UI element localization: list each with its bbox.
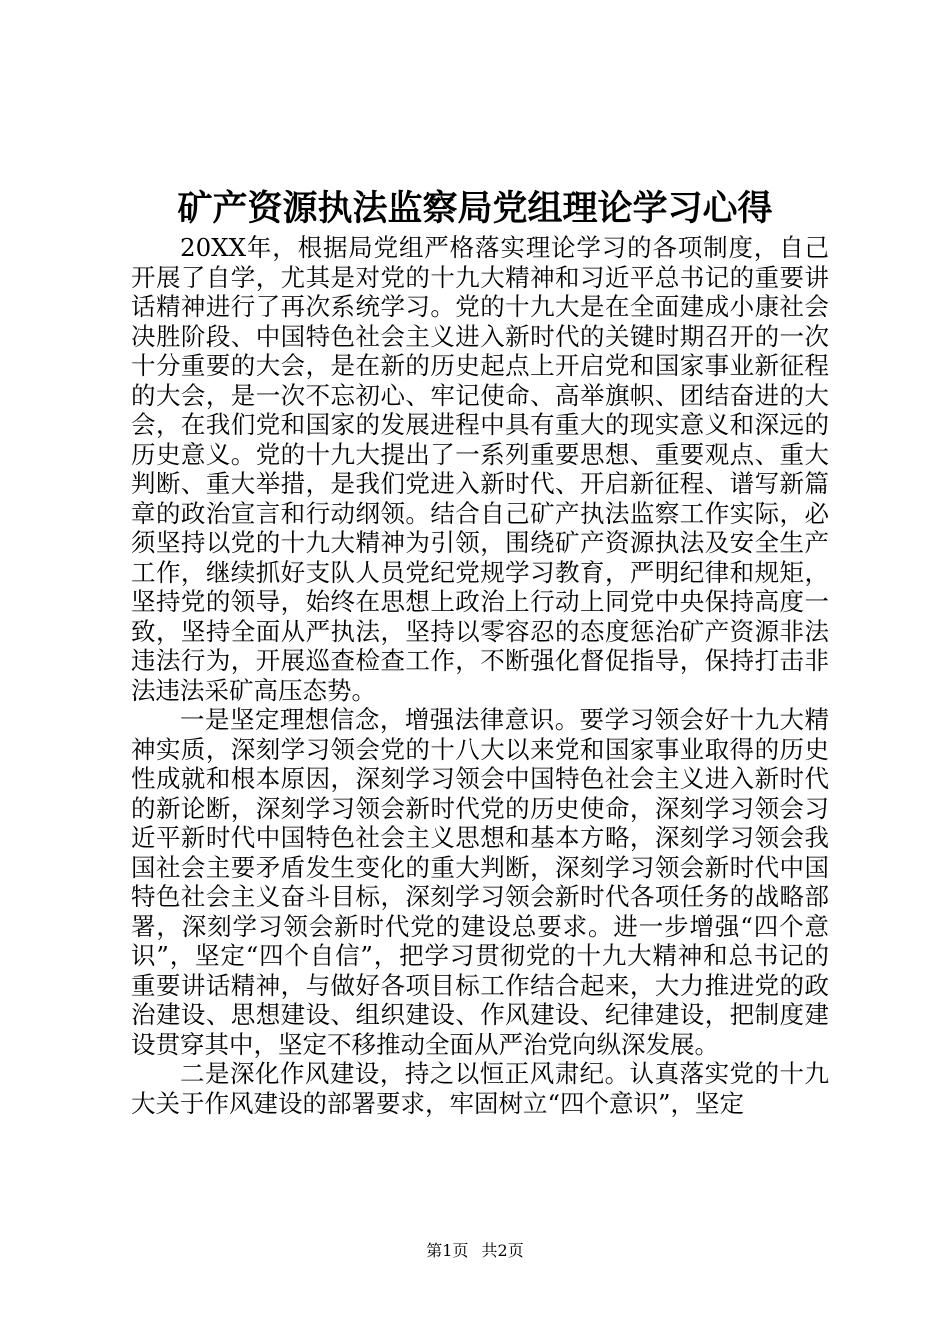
paragraph-point-one: 一是坚定理想信念，增强法律意识。要学习领会好十九大精神实质，深刻学习领会党的十八大以来党和国家事业取得的历史性成就和根本原因，深刻学习领会中国特色社会主义进入新时代的新论断，深刻学习领会新时代党的历史使命，深刻学习领会习近平新时代中国特色社会主义思想和基本方略，深刻学习领会我国社会主要矛盾发生变化的重大判断，深刻学习领会新时代中国特色社会主义奋斗目标，深刻学习领会新时代各项任务的战略部署，深刻学习领会新时代党的建设总要求。进一步增强“四个意识”，坚定“四个自信”，把学习贯彻党的十九大精神和总书记的重要讲话精神，与做好各项目标工作结合起来，大力推进党的政治建设、思想建设、组织建设、作风建设、纪律建设，把制度建设贯穿其中，坚定不移推动全面从严治党向纵深发展。 — [131, 705, 829, 1059]
document-title: 矿产资源执法监察局党组理论学习心得 — [177, 188, 773, 229]
page-number-current: 第1页 — [426, 1241, 469, 1260]
page-number-total: 共2页 — [481, 1241, 524, 1260]
document-body — [131, 233, 829, 1118]
paragraph-point-two: 二是深化作风建设，持之以恒正风肃纪。认真落实党的十九大关于作风建设的部署要求，牢固树立“四个意识”，坚定 — [131, 1059, 829, 1118]
page-footer — [0, 1240, 950, 1262]
paragraph-intro: 20XX年，根据局党组严格落实理论学习的各项制度，自己开展了自学，尤其是对党的十九大精神和习近平总书记的重要讲话精神进行了再次系统学习。党的十九大是在全面建成小康社会决胜阶段、中国特色社会主义进入新时代的关键时期召开的一次十分重要的大会，是在新的历史起点上开启党和国家事业新征程的大会，是一次不忘初心、牢记使命、高举旗帜、团结奋进的大会，在我们党和国家的发展进程中具有重大的现实意义和深远的历史意义。党的十九大提出了一系列重要思想、重要观点、重大判断、重大举措，是我们党进入新时代、开启新征程、谱写新篇章的政治宣言和行动纲领。结合自己矿产执法监察工作实际，必须坚持以党的十九大精神为引领，围绕矿产资源执法及安全生产工作，继续抓好支队人员党纪党规学习教育，严明纪律和规矩，坚持党的领导，始终在思想上政治上行动上同党中央保持高度一致，坚持全面从严执法，坚持以零容忍的态度惩治矿产资源非法违法行为，开展巡查检查工作，不断强化督促指导，保持打击非法违法采矿高压态势。 — [131, 233, 829, 705]
